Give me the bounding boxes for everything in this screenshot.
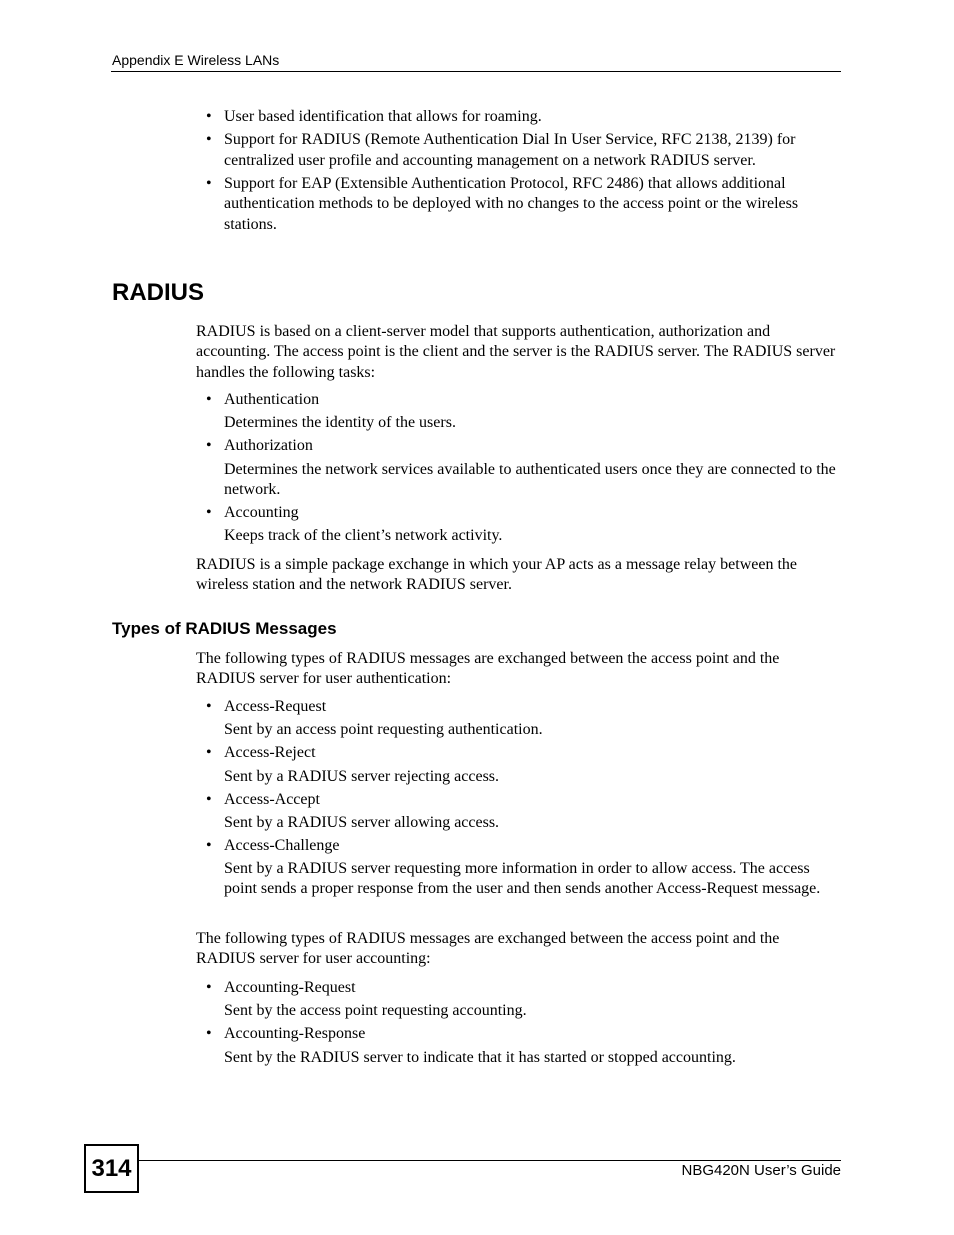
list-item bbox=[196, 390, 841, 434]
list-item bbox=[196, 503, 841, 547]
item-term: • Accounting-Response bbox=[224, 1025, 366, 1043]
section-heading-radius: RADIUS bbox=[112, 279, 205, 306]
item-description: Sent by a RADIUS server requesting more information in order to allow access. The access point sends a proper response from the user and then sends another Access-Request message. bbox=[224, 860, 821, 898]
item-term: • Authentication bbox=[224, 391, 320, 408]
list-item bbox=[196, 743, 841, 787]
auth-intro-paragraph: The following types of RADIUS messages are exchanged between the access point and the RADIUS server for user authentication: bbox=[196, 650, 780, 688]
list-item bbox=[196, 836, 841, 900]
list-item bbox=[196, 790, 841, 834]
item-description: Sent by the RADIUS server to indicate that it has started or stopped accounting. bbox=[224, 1048, 736, 1066]
item-description: Determines the network services available to authenticated users once they are connected to the network. bbox=[224, 460, 836, 498]
auth-messages-list bbox=[196, 697, 841, 902]
item-term: • Access-Challenge bbox=[224, 836, 340, 854]
item-term: • Authorization bbox=[224, 437, 313, 455]
list-item bbox=[196, 978, 841, 1022]
item-term: • Accounting bbox=[224, 503, 299, 521]
item-description: Keeps track of the client’s network activity. bbox=[224, 527, 503, 545]
item-description: Sent by a RADIUS server rejecting access. bbox=[224, 767, 500, 785]
acct-intro-paragraph: The following types of RADIUS messages are exchanged between the access point and the RADIUS server for user accounting: bbox=[196, 930, 780, 968]
intro-bullet-list bbox=[196, 107, 841, 238]
running-header: Appendix E Wireless LANs bbox=[112, 52, 280, 68]
item-term: • Access-Accept bbox=[224, 790, 320, 808]
list-item bbox=[196, 1024, 841, 1068]
intro-bullet: • Support for EAP (Extensible Authentication Protocol, RFC 2486) that allows additional authentication methods to be deployed with no changes to the access point or the wireless stations. bbox=[196, 174, 841, 236]
item-term: • Access-Reject bbox=[224, 744, 316, 762]
item-description: Sent by an access point requesting authentication. bbox=[224, 721, 543, 739]
subsection-heading-types: Types of RADIUS Messages bbox=[112, 619, 337, 638]
header-rule bbox=[111, 71, 841, 72]
list-item bbox=[196, 697, 841, 741]
page-number: 314 bbox=[84, 1144, 139, 1193]
radius-intro-paragraph: RADIUS is based on a client-server model that supports authentication, authorization and accounting. The access point is the client and the server is the RADIUS server. The RADIUS server handles the following tasks: bbox=[196, 323, 836, 381]
item-description: Sent by a RADIUS server allowing access. bbox=[224, 813, 500, 831]
footer-guide-title: NBG420N User’s Guide bbox=[681, 1162, 841, 1179]
footer-rule bbox=[139, 1160, 841, 1161]
acct-messages-list bbox=[196, 978, 841, 1071]
item-term: • Access-Request bbox=[224, 698, 327, 715]
intro-bullet: • Support for RADIUS (Remote Authentication Dial In User Service, RFC 2138, 2139) for centralized user profile and accounting management on a network RADIUS server. bbox=[196, 130, 841, 171]
item-term: • Accounting-Request bbox=[224, 979, 356, 996]
radius-outro-paragraph: RADIUS is a simple package exchange in which your AP acts as a message relay between the wireless station and the network RADIUS server. bbox=[196, 556, 797, 594]
item-description: Determines the identity of the users. bbox=[224, 414, 456, 432]
intro-bullet: • User based identification that allows for roaming. bbox=[196, 107, 841, 128]
radius-tasks-list bbox=[196, 390, 841, 549]
list-item bbox=[196, 436, 841, 500]
item-description: Sent by the access point requesting accounting. bbox=[224, 1002, 527, 1020]
